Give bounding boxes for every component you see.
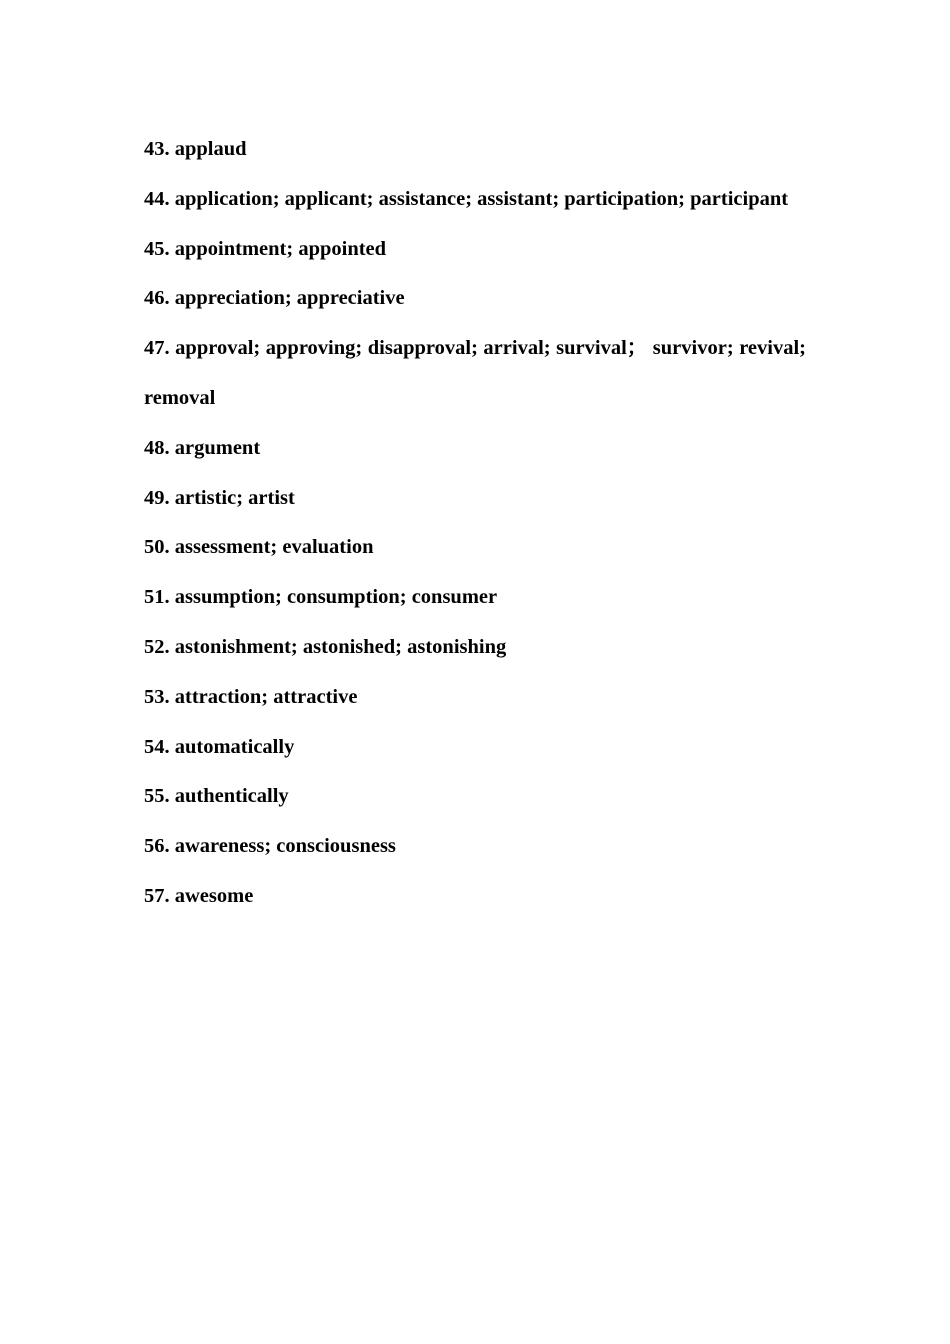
item-number: 49.: [144, 486, 170, 509]
item-number: 48.: [144, 436, 170, 459]
list-item: [144, 175, 806, 225]
list-item: [144, 872, 806, 922]
item-number: 47.: [144, 337, 170, 360]
item-text: automatically: [174, 735, 295, 758]
item-number: 44.: [144, 187, 170, 210]
list-item: [144, 822, 806, 872]
item-text: appreciation; appreciative: [174, 287, 405, 310]
item-number: 46.: [144, 287, 170, 310]
item-text: awesome: [174, 884, 254, 907]
list-item: [144, 125, 806, 175]
item-text: assumption; consumption; consumer: [174, 586, 498, 609]
list-item: [144, 723, 806, 773]
list-item: [144, 623, 806, 673]
list-item: [144, 474, 806, 524]
item-number: 45.: [144, 237, 170, 260]
item-text: applaud: [174, 138, 247, 160]
list-item: [144, 523, 806, 573]
item-text: astonishment; astonished; astonishing: [174, 635, 507, 658]
item-text: awareness; consciousness: [174, 835, 396, 858]
item-text: approval; approving; disapproval; arrival; survival； survivor; revival; removal: [144, 337, 806, 409]
item-number: 53.: [144, 685, 170, 708]
item-number: 51.: [144, 586, 170, 609]
item-number: 55.: [144, 785, 170, 808]
list-item: [144, 274, 806, 324]
item-text: artistic; artist: [174, 486, 295, 509]
item-number: 43.: [144, 138, 170, 160]
list-item: [144, 673, 806, 723]
item-text: application; applicant; assistance; assistant; participation; participant: [174, 187, 789, 210]
list-item: [144, 772, 806, 822]
list-item: [144, 324, 806, 424]
item-number: 50.: [144, 536, 170, 559]
item-text: appointment; appointed: [174, 237, 387, 260]
item-text: attraction; attractive: [174, 685, 358, 708]
item-text: authentically: [174, 785, 289, 808]
item-number: 52.: [144, 635, 170, 658]
item-number: 57.: [144, 884, 170, 907]
item-number: 56.: [144, 835, 170, 858]
list-item: [144, 225, 806, 275]
item-number: 54.: [144, 735, 170, 758]
list-item: [144, 573, 806, 623]
item-text: argument: [174, 436, 261, 459]
list-item: [144, 424, 806, 474]
vocabulary-list: [144, 125, 806, 922]
item-text: assessment; evaluation: [174, 536, 374, 559]
